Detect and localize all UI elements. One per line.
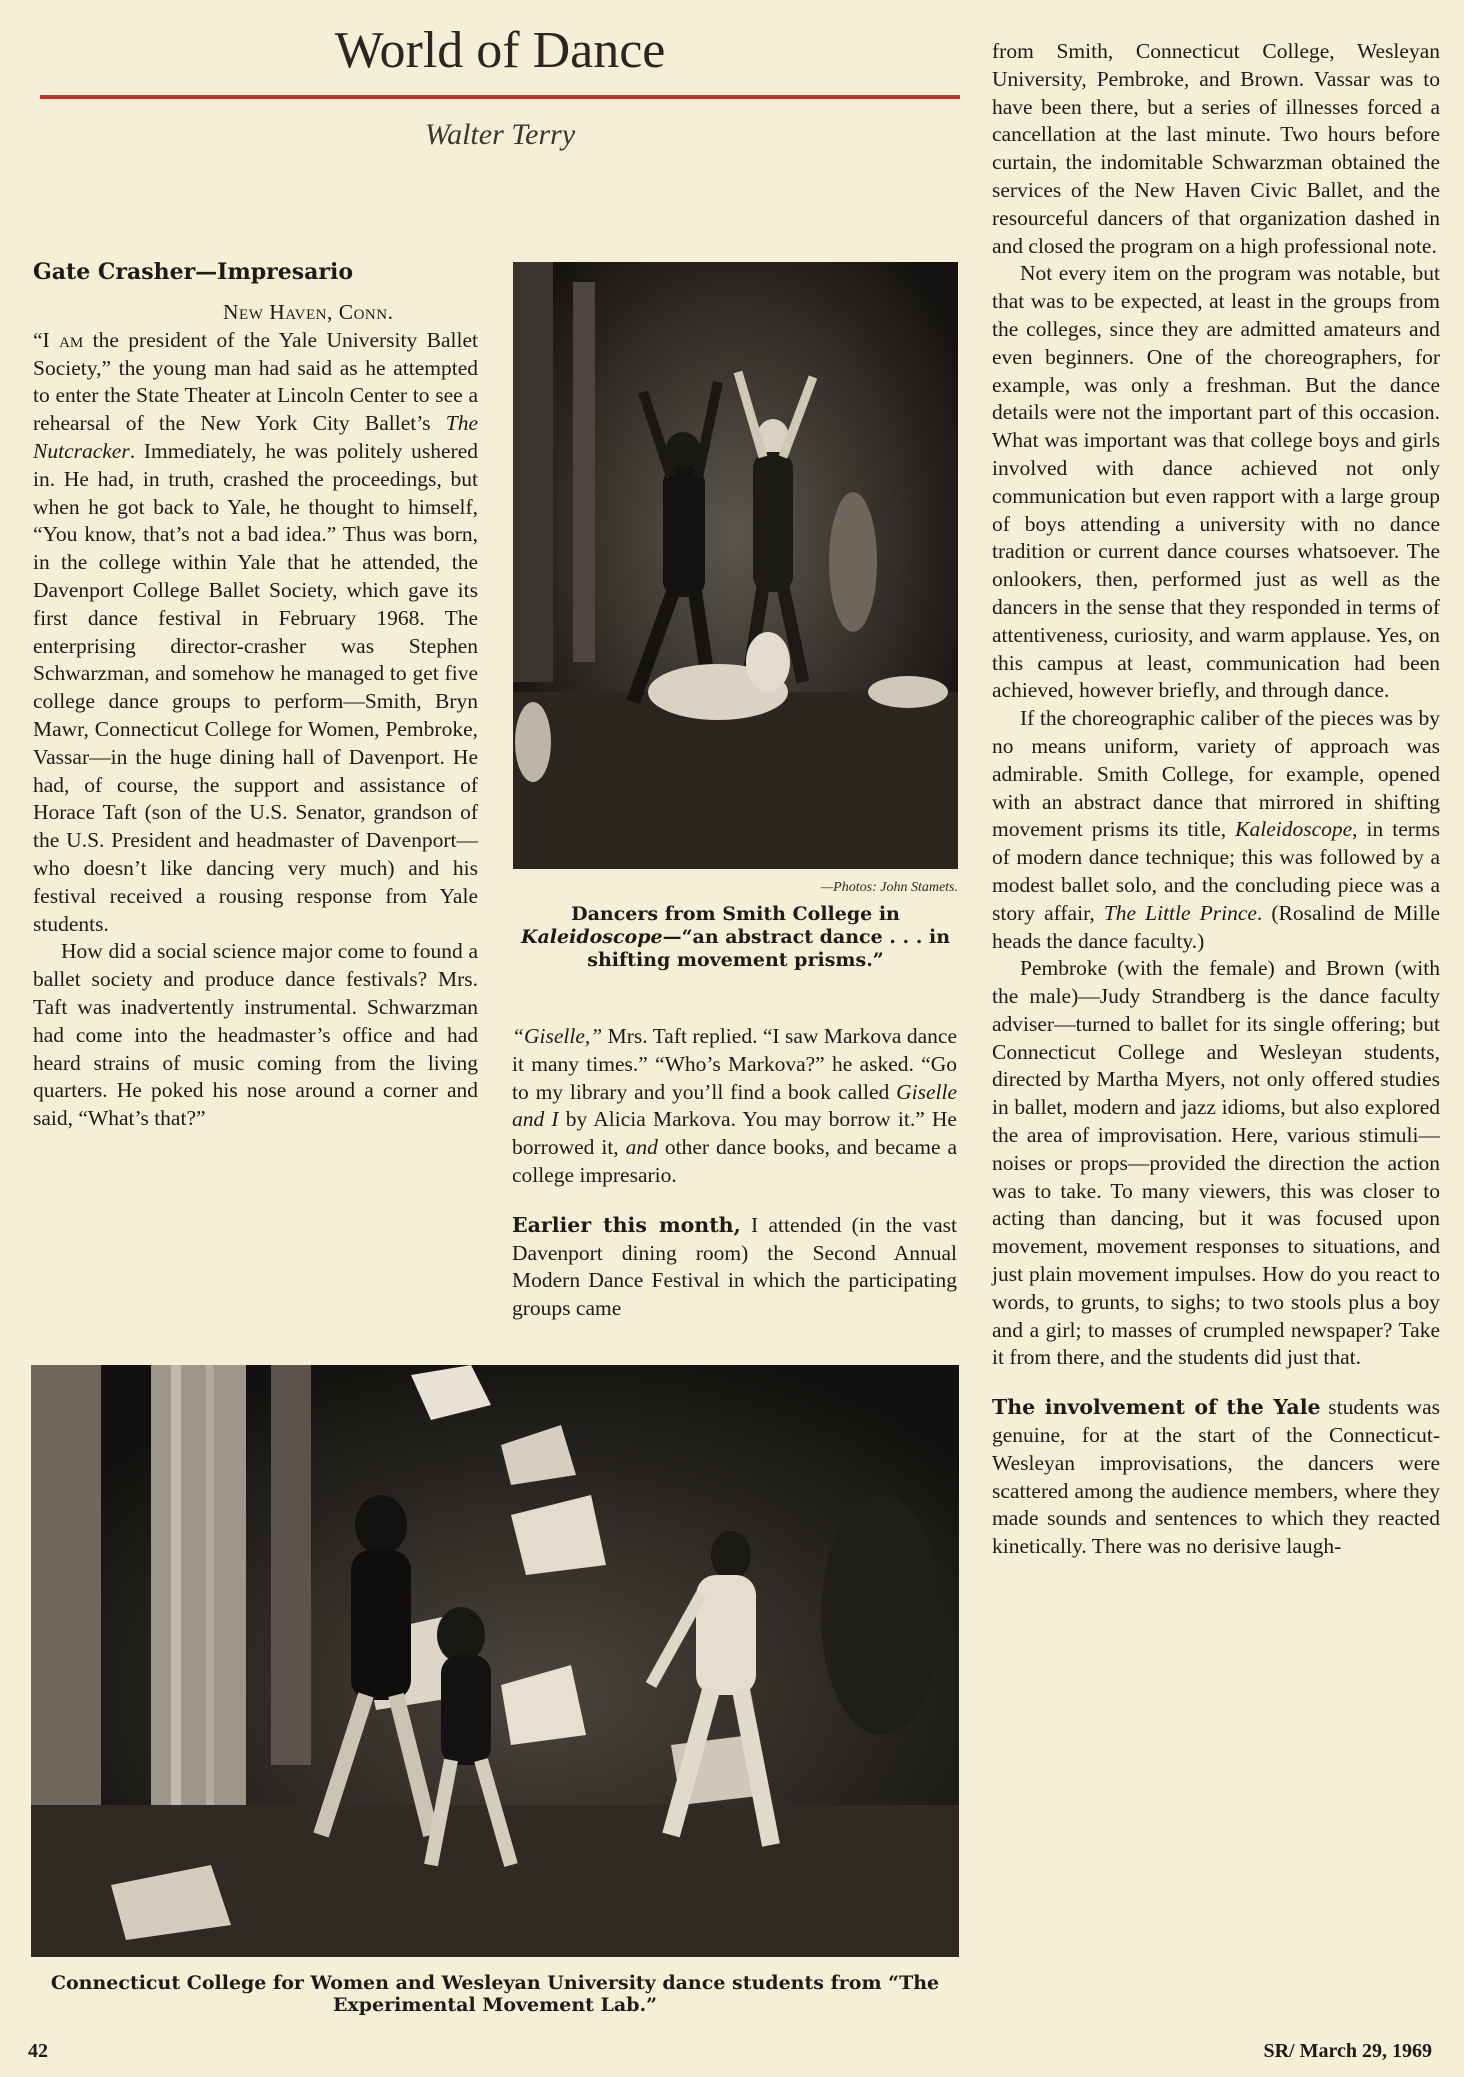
title-rule [40, 95, 960, 99]
lead-smallcaps: I am [42, 327, 84, 352]
column2-paragraph-1 [512, 1023, 957, 1190]
section-subhead: Gate Crasher—Impresario [33, 259, 353, 285]
italic-title: The Nutcracker [33, 411, 478, 463]
column3-paragraph-2: Not every item on the program was notable, but that was to be expected, at least in the groups from the colleges, since they are admitted amateurs and even beginners. One of the choreographers, for example, was only a freshman. But the dance details were not the important part of this occasion. What was important was that college boys and girls involved with dance achieved not only communication but even rapport with a large group of boys attending a university with no dance tradition or current dance courses whatsoever. The onlookers, then, performed just as well as the dancers in the sense that they responded in terms of attentiveness, curiosity, and warm applause. Yes, on this campus at least, communication had been achieved, however briefly, and through dance. [992, 261, 1440, 703]
text-column-3 [992, 38, 1440, 1561]
column3-paragraph-1: from Smith, Connecticut College, Wesleyan University, Pembroke, and Brown. Vassar was to have been there, but a series of illnesses forced a cancellation at the last minute. Two hours before curtain, the indomitable Schwarzman obtained the services of the New Haven Civic Ballet, and the resourceful dancers of that organization dashed in and closed the program on a high professional note. [992, 39, 1440, 258]
paragraph-gap [512, 1190, 957, 1212]
italic-title: Kaleidoscope [1235, 817, 1353, 842]
photo-smith-dancers [513, 262, 958, 869]
photo-credit: —Photos: John Stamets. [820, 880, 958, 895]
lead-bold-text: Earlier this month, [512, 1212, 741, 1237]
open-quote: “ [33, 327, 43, 352]
text-run: students was genuine, for at the start of the Connecticut-Wesleyan improvisations, the dancers were scattered among the audience members, where they made sounds and sentences to which they reacted kinetically. There was no derisive laugh- [992, 1395, 1440, 1559]
text-run: . Immediately, he was politely ushered in. He had, in truth, crashed the proceedings, but when he got back to Yale, he thought to himself, “You know, that’s not a bad idea.” Thus was born, in the college within Yale that he attended, the Davenport College Ballet Society, which gave its first dance festival in February 1968. The enterprising director-crasher was Stephen Schwarzman, and somehow he managed to get five college dance groups to perform—Smith, Bryn Mawr, Connecticut College for Women, Pembroke, Vassar—in the huge dining hall of Davenport. He had, of course, the support and assistance of Horace Taft (son of the U.S. Senator, grandson of the U.S. President and headmaster of Davenport—who doesn’t like dancing very much) and his festival received a rousing response from Yale students. [33, 438, 478, 936]
caption-text: Dancers from Smith College in [571, 903, 900, 925]
photo-smith-image [513, 262, 958, 869]
page-number: 42 [28, 2040, 48, 2062]
column3-paragraph-3 [992, 705, 1440, 955]
italic-title: Giselle and I [512, 1079, 957, 1132]
column2-paragraph-2 [512, 1212, 957, 1323]
caption-italic: Kaleidoscope [520, 926, 663, 948]
caption-text: —“an abstract dance . . . in shifting movement prisms.” [587, 926, 951, 971]
text-run: other dance books, and became a college impresario. [512, 1135, 957, 1187]
column1-paragraph-2: How did a social science major come to found a ballet society and produce dance festivals? Mrs. Taft was inadvertently instrumental. Schwarzman had come into the headmaster’s office and had heard strains of music coming from the living quarters. He poked his nose around a corner and said, “What’s that?” [33, 939, 478, 1131]
italic-text: “Giselle,” [512, 1024, 603, 1048]
italic-text: and [625, 1135, 658, 1160]
photo-lab-caption: Connecticut College for Women and Wesleyan University dance students from “The Experimental Movement Lab.” [50, 1972, 940, 2016]
text-run: , in terms of modern dance technique; this was followed by a modest ballet solo, and the concluding piece was a story affair, [992, 817, 1440, 925]
text-run: I attended (in the vast Davenport dining room) the Second Annual Modern Dance Festival in which the participating groups came [512, 1212, 957, 1321]
paragraph-gap [992, 1372, 1440, 1394]
lead-bold-text: The involvement of the Yale [992, 1395, 1321, 1420]
text-column-1 [33, 255, 478, 1133]
text-run: Mrs. Taft replied. “I saw Markova dance it many times.” “Who’s Markova?” he asked. “Go to my library and you’ll find a book called [512, 1024, 957, 1104]
dateline: New Haven, Conn. [223, 300, 394, 324]
italic-title: The Little Prince [1103, 900, 1257, 925]
column3-paragraph-5 [992, 1394, 1440, 1561]
text-run: . (Rosalind de Mille heads the dance faculty.) [992, 900, 1440, 953]
text-run: If the choreographic caliber of the pieces was by no means uniform, variety of approach was admirable. Smith College, for example, opened with an abstract dance that mirrored in shifting movement prisms its title, [992, 706, 1440, 842]
issue-line: SR/ March 29, 1969 [1263, 2040, 1432, 2062]
photo-experimental-lab [31, 1365, 959, 1957]
text-run: the president of the Yale University Ballet Society,” the young man had said as he attempted to enter the State Theater at Lincoln Center to see a rehearsal of the New York City Ballet’s [33, 327, 478, 436]
text-run: by Alicia Markova. You may borrow it.” He borrowed it, [512, 1107, 957, 1160]
photo-lab-image [31, 1365, 959, 1957]
column1-paragraph-1 [33, 299, 478, 938]
text-column-2 [512, 1023, 957, 1323]
page-title: World of Dance [334, 22, 666, 79]
byline: Walter Terry [424, 118, 576, 151]
photo-smith-caption [513, 903, 958, 972]
column3-paragraph-4: Pembroke (with the female) and Brown (with the male)—Judy Strandberg is the dance faculty adviser—turned to ballet for its single offering; but Connecticut College and Wesleyan students, directed by Martha Myers, not only offered studies in ballet, modern and jazz idioms, but also explored the area of improvisation. Here, various stimuli—noises or props—provided the direction the action was to take. To many viewers, this was closer to acting than dancing, but it was focused upon movement, movement responses to situations, and just plain movement impulses. How do you react to words, to grunts, to sighs; to two stools plus a boy and a girl; to masses of crumpled newspaper? Take it from there, and the students did just that. [992, 956, 1440, 1370]
